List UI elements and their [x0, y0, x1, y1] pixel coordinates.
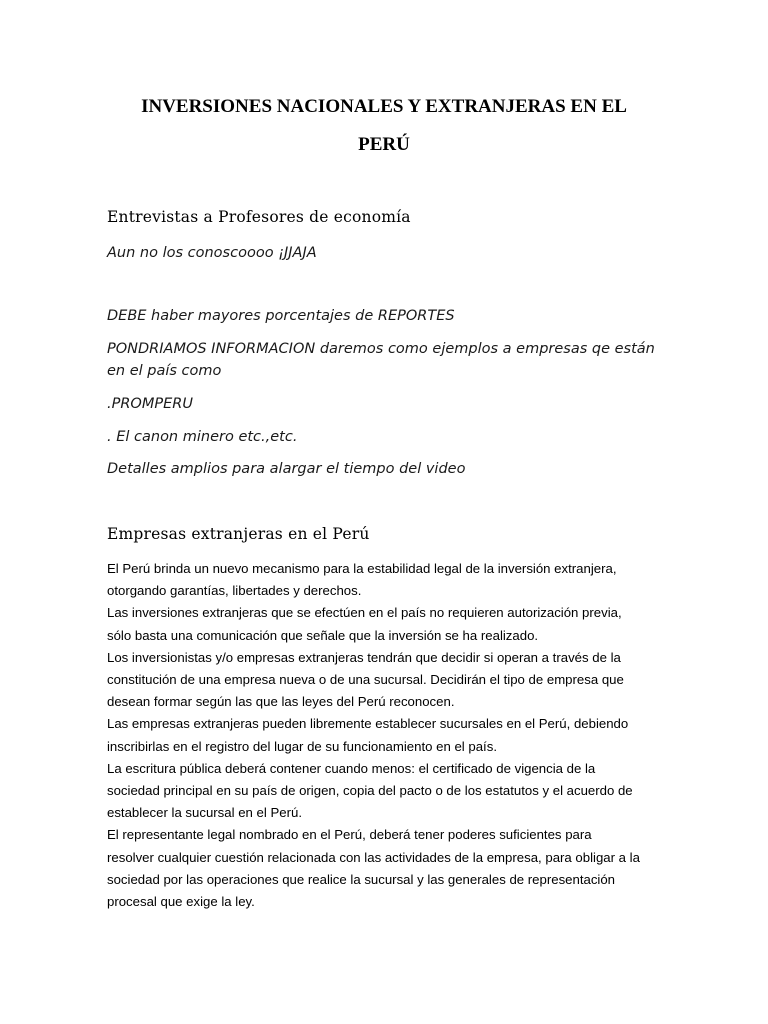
- note-line: Aun no los conoscoooo ¡JJAJA: [107, 245, 317, 261]
- body-line: resolver cualquier cuestión relacionada con las actividades de la empresa, para obligar a la: [107, 849, 640, 865]
- body-line: procesal que exige la ley.: [107, 894, 255, 910]
- body-line: El Perú brinda un nuevo mecanismo para la estabilidad legal de la inversión extranjera,: [107, 561, 617, 576]
- section-heading-interviews: Entrevistas a Profesores de economía: [107, 208, 411, 226]
- body-line: constitución de una empresa nueva o de una sucursal. Decidirán el tipo de empresa que: [107, 672, 624, 688]
- title-line-2: PERÚ: [358, 134, 410, 155]
- note-line: . El canon minero etc.,etc.: [107, 429, 298, 445]
- body-line: sociedad por las operaciones que realice la sucursal y las generales de representación: [107, 871, 616, 887]
- note-line: Detalles amplios para alargar el tiempo del video: [107, 461, 466, 477]
- document-title: [80, 88, 688, 164]
- body-line: establecer la sucursal en el Perú.: [107, 805, 302, 821]
- body-line: sociedad principal en su país de origen, copia del pacto o de los estatutos y el acuerdo de: [107, 783, 633, 799]
- note-line: [107, 338, 667, 382]
- body-line: sólo basta una comunicación que señale que la inversión se ha realizado.: [107, 627, 539, 643]
- note-line: DEBE haber mayores porcentajes de REPORTES: [107, 308, 455, 324]
- title-line-1: INVERSIONES NACIONALES Y EXTRANJERAS EN EL: [141, 96, 627, 117]
- body-line: Las empresas extranjeras pueden libremente establecer sucursales en el Perú, debiendo: [107, 716, 629, 732]
- note-line-part: PONDRIAMOS INFORMACION daremos como ejemplos a empresas qe están: [107, 341, 655, 357]
- body-line: desean formar según las que las leyes del Perú reconocen.: [107, 694, 455, 710]
- body-line: La escritura pública deberá contener cuando menos: el certificado de vigencia de la: [107, 760, 596, 776]
- section-heading-foreign-companies: Empresas extranjeras en el Perú: [107, 525, 370, 543]
- body-line: Los inversionistas y/o empresas extranjeras tendrán que decidir si operan a través de la: [107, 649, 621, 665]
- body-line: inscribirlas en el registro del lugar de su funcionamiento en el país.: [107, 738, 497, 754]
- note-line: .PROMPERU: [107, 396, 193, 412]
- body-paragraph: [107, 558, 667, 913]
- body-line: Las inversiones extranjeras que se efectúen en el país no requieren autorización previa,: [107, 605, 622, 621]
- body-line: otorgando garantías, libertades y derechos.: [107, 583, 362, 599]
- body-line: El representante legal nombrado en el Perú, deberá tener poderes suficientes para: [107, 827, 592, 843]
- note-line-part: en el país como: [107, 363, 222, 379]
